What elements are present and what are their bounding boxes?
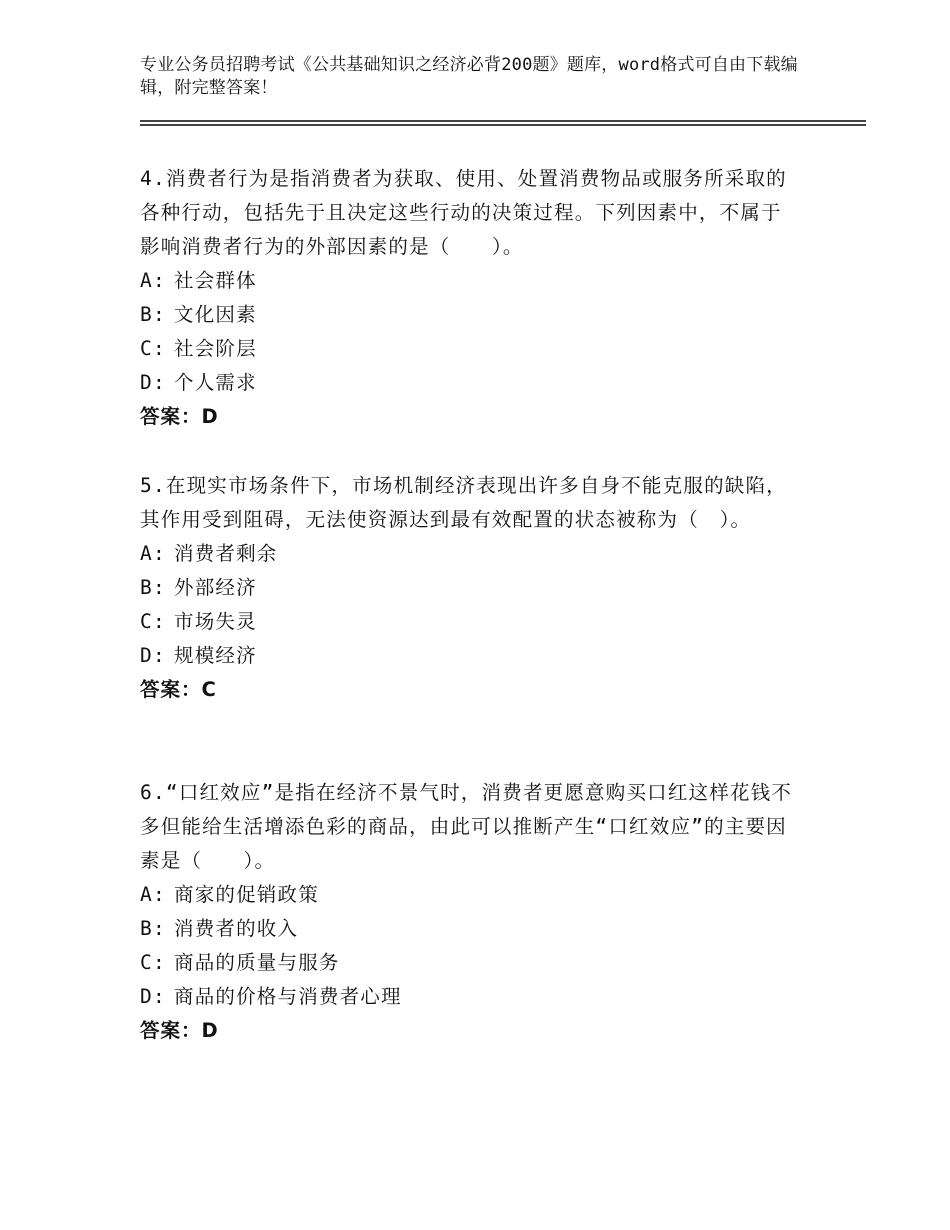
option-a <box>140 878 800 912</box>
option-key: A: <box>140 542 166 565</box>
document-header: 专业公务员招聘考试《公共基础知识之经济必背200题》题库，word格式可自由下载编辑，附完整答案！ <box>140 55 798 98</box>
option-key: B: <box>140 917 166 940</box>
question-stem: 6.“口红效应”是指在经济不景气时，消费者更愿意购买口红这样花钱不多但能给生活增添色彩的商品，由此可以推断产生“口红效应”的主要因素是（ ）。 <box>140 781 793 872</box>
option-key: B: <box>140 576 166 599</box>
option-b <box>140 298 800 332</box>
option-key: B: <box>140 303 166 326</box>
option-a <box>140 537 800 571</box>
option-c <box>140 332 800 366</box>
option-text: 市场失灵 <box>174 610 257 633</box>
option-key: C: <box>140 610 166 633</box>
option-key: D: <box>140 371 166 394</box>
option-text: 商家的促销政策 <box>174 883 319 906</box>
option-d <box>140 366 800 400</box>
question-block <box>140 162 800 434</box>
question-block <box>140 776 800 1048</box>
question-stem: 5.在现实市场条件下，市场机制经济表现出许多自身不能克服的缺陷，其作用受到阻碍，无法使资源达到最有效配置的状态被称为（ ）。 <box>140 474 787 531</box>
option-key: D: <box>140 644 166 667</box>
option-text: 文化因素 <box>174 303 257 326</box>
option-c <box>140 946 800 980</box>
option-text: 商品的价格与消费者心理 <box>174 985 402 1008</box>
option-b <box>140 912 800 946</box>
option-text: 外部经济 <box>174 576 257 599</box>
option-key: A: <box>140 883 166 906</box>
option-text: 社会阶层 <box>174 337 257 360</box>
question-stem: 4.消费者行为是指消费者为获取、使用、处置消费物品或服务所采取的各种行动，包括先于且决定这些行动的决策过程。下列因素中，不属于影响消费者行为的外部因素的是（ ）。 <box>140 167 787 258</box>
option-text: 消费者剩余 <box>174 542 278 565</box>
option-d <box>140 639 800 673</box>
option-key: D: <box>140 985 166 1008</box>
question-block <box>140 469 800 707</box>
option-text: 消费者的收入 <box>174 917 299 940</box>
option-a <box>140 264 800 298</box>
option-d <box>140 980 800 1014</box>
option-text: 个人需求 <box>174 371 257 394</box>
answer-line: 答案：C <box>140 678 217 701</box>
option-text: 商品的质量与服务 <box>174 951 340 974</box>
option-key: C: <box>140 337 166 360</box>
answer-line: 答案：D <box>140 405 219 428</box>
option-b <box>140 571 800 605</box>
option-key: A: <box>140 269 166 292</box>
option-c <box>140 605 800 639</box>
option-key: C: <box>140 951 166 974</box>
option-text: 社会群体 <box>174 269 257 292</box>
answer-line: 答案：D <box>140 1019 219 1042</box>
option-text: 规模经济 <box>174 644 257 667</box>
header-divider <box>140 120 866 126</box>
